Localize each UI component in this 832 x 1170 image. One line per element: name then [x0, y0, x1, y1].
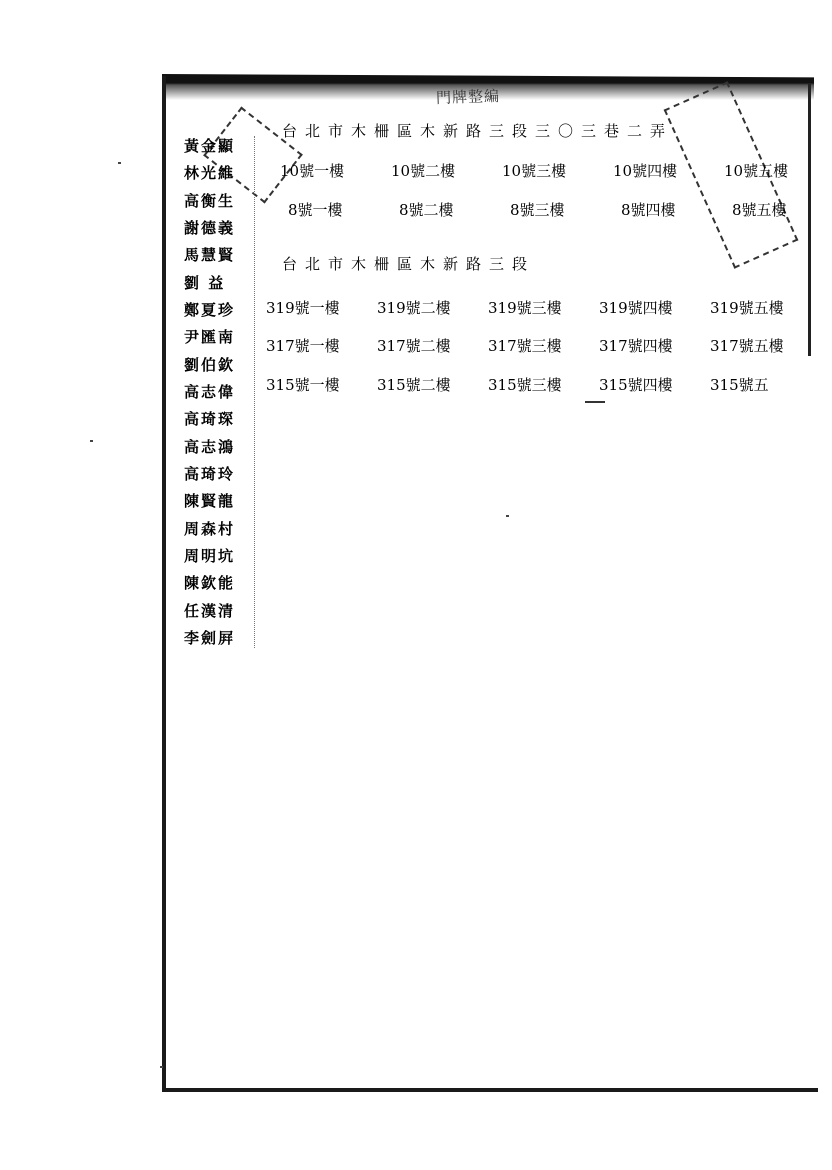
scan-speck — [90, 440, 93, 442]
resident-name: 高志偉 — [184, 382, 236, 401]
scan-speck — [506, 515, 509, 517]
resident-name: 高志鴻 — [184, 437, 236, 456]
resident-name: 高衡生 — [184, 191, 236, 210]
section-heading-lane: 台北市木柵區木新路三段三〇三巷二弄 — [282, 122, 674, 140]
address-cell: 317號四樓 — [599, 337, 673, 355]
address-cell: 315號二樓 — [377, 376, 451, 394]
address-row-no10 — [280, 160, 832, 181]
scan-speck — [160, 1066, 163, 1068]
address-cell: 10號一樓 — [280, 162, 345, 180]
resident-name: 李劍屛 — [184, 628, 236, 647]
resident-name: 周森村 — [184, 519, 236, 538]
address-cell: 10號四樓 — [613, 162, 678, 180]
address-cell: 10號三樓 — [502, 162, 567, 180]
address-cell: 319號三樓 — [488, 299, 562, 317]
address-row-no8 — [288, 199, 832, 220]
resident-name: 謝德義 — [184, 218, 236, 237]
resident-name: 高琦琛 — [184, 410, 236, 429]
resident-name: 馬慧賢 — [184, 246, 236, 265]
section-heading-road: 台北市木柵區木新路三段 — [282, 255, 536, 273]
resident-name: 陳賢龍 — [184, 492, 236, 511]
resident-name: 劉 益 — [184, 273, 226, 292]
resident-name: 陳欽能 — [184, 574, 236, 593]
handwritten-note: 門牌整編 — [435, 86, 501, 108]
resident-name: 高琦玲 — [184, 464, 236, 483]
resident-name: 林光維 — [184, 164, 236, 183]
address-cell: 315號五 — [710, 376, 769, 394]
resident-name: 劉伯欽 — [184, 355, 236, 374]
address-cell: 315號四樓 — [599, 376, 673, 394]
address-cell: 319號五樓 — [710, 299, 784, 317]
resident-name: 黃金顯 — [184, 137, 236, 155]
address-cell: 315號三樓 — [488, 376, 562, 394]
scan-mark — [585, 401, 605, 403]
address-cell: 8號二樓 — [399, 201, 454, 219]
address-cell: 315號一樓 — [266, 376, 340, 394]
address-cell: 8號四樓 — [621, 201, 676, 219]
address-cell: 8號五樓 — [732, 201, 787, 219]
address-cell: 319號一樓 — [266, 299, 340, 317]
address-row-no315 — [266, 374, 821, 395]
address-row-no319 — [266, 297, 821, 318]
address-cell: 10號二樓 — [391, 162, 456, 180]
address-cell: 317號五樓 — [710, 337, 784, 355]
resident-name: 尹匯南 — [184, 328, 236, 347]
scan-speck — [118, 162, 121, 164]
address-cell: 319號二樓 — [377, 299, 451, 317]
resident-name: 鄭夏珍 — [184, 300, 236, 319]
address-cell: 317號三樓 — [488, 337, 562, 355]
address-cell: 317號二樓 — [377, 337, 451, 355]
address-cell: 8號一樓 — [288, 201, 343, 219]
address-cell: 8號三樓 — [510, 201, 565, 219]
resident-name: 周明坑 — [184, 546, 236, 565]
resident-names-column — [184, 136, 255, 648]
address-row-no317 — [266, 335, 821, 356]
resident-name: 任漢清 — [184, 601, 236, 620]
address-cell: 319號四樓 — [599, 299, 673, 317]
address-cell: 317號一樓 — [266, 337, 340, 355]
address-cell: 10號五樓 — [724, 162, 789, 180]
